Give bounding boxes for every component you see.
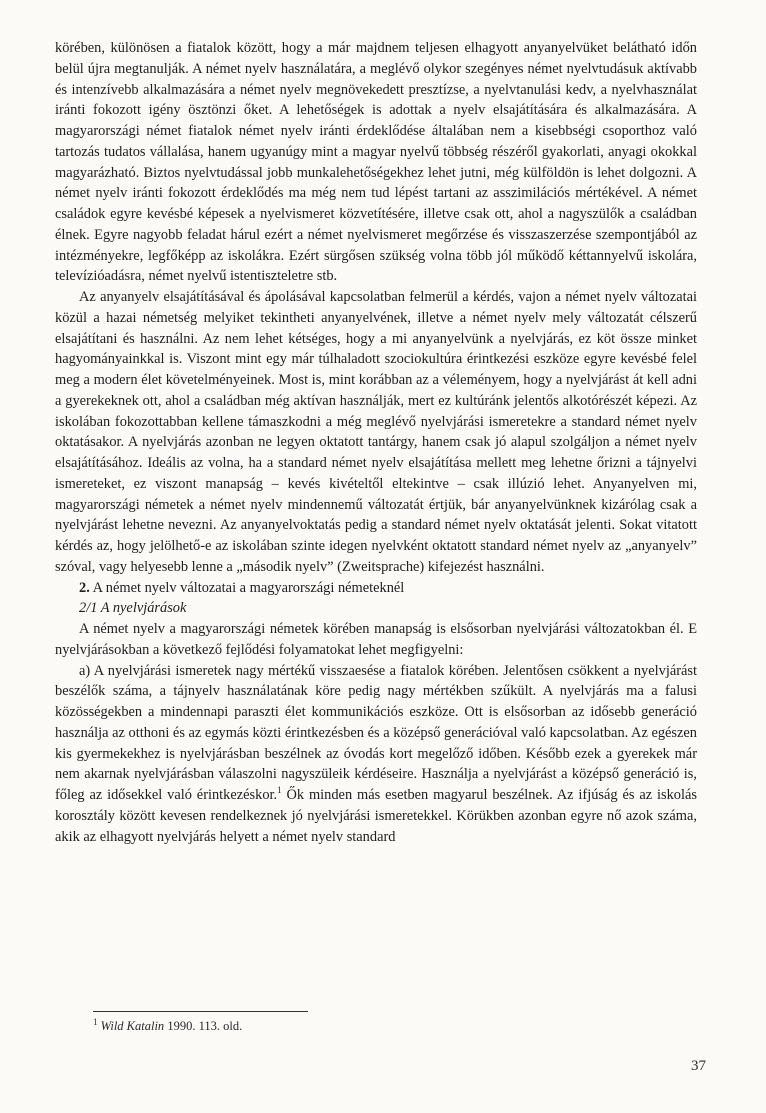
section-number: 2. [79,579,90,596]
footnote-author: Wild Katalin [100,1019,165,1033]
footnote-mark: 1 [93,1016,98,1027]
footnote-ref[interactable]: 1 [277,785,282,796]
page-number: 37 [691,1058,706,1074]
subsection-title: 2/1 A nyelvjárások [79,600,187,617]
footnote-reference: 1990. 113. old. [164,1019,243,1033]
subsection-heading [55,598,697,619]
body-text [55,38,697,847]
paragraph-3: A német nyelv a magyarországi németek körében manapság is elsősorban nyelvjárási változatokban él. E nyelvjárásokban a következő fejlődési folyamatokat lehet megfigyelni: [55,621,697,658]
footnote [93,1018,242,1034]
paragraph-4 [55,661,697,848]
section-heading [55,578,697,599]
paragraph-4-tail: Ők minden más esetben magyarul beszélnek. Az ifjúság és az iskolás korosztály között kevesen rendelkeznek jó nyelvjárási ismeretekkel. Körükben azonban egyre nő azok száma, akik az elhagyott nyelvjárás helyett a német nyelv standard [55,787,697,845]
paragraph-2: Az anyanyelv elsajátításával és ápolásával kapcsolatban felmerül a kérdés, vajon a német nyelv változatai közül a hazai németség melyiket tekintheti anyanyelvének, illetve a német nyelv mely változatát célszerű elsajátítani és használni. Az nem lehet kétséges, hogy a mi anyanyelvünk a nyelvjárás, ez köt össze minket hagyományainkkal is. Viszont mint egy már túlhaladott szociokultúra érintkezési eszköze egyre kevésbé felel meg a modern élet követelményeinek. Most is, mint korábban az a véleményem, hogy a nyelvjárást át kell adni a gyerekeknek ott, ahol a családban még aktívan használják, mert ez kultúránk jelentős alkotórészét képezi. Az iskolában fokozottabban kellene támaszkodni a még meglévő nyelvjárási ismeretekre a standard német nyelv oktatásakor. A nyelvjárás azonban ne legyen oktatott tantárgy, hanem csak jó alapul szolgáljon a német nyelv elsajátításához. Ideális az volna, ha a standard német nyelv elsajátítása mellett meg lehetne őrizni a tájnyelvi ismereteket, ez viszont manapság – kevés kivételtől eltekintve – csak illúzió lehet. Anyanyelven mi, magyarországi németek a német nyelv mindennemű változatát értjük, bár anyanyelvünknek kizárólag csak a nyelvjárást lehetne nevezni. Az anyanyelvoktatás pedig a standard német nyelv oktatását jelenti. Sokat vitatott kérdés az, hogy jelölhető-e az iskolában szinte idegen nyelvként oktatott standard német nyelv az „anyanyelv” szóval, vagy helyesebb lenne a „második nyelv” (Zweitsprache) kifejezést használni. [55,289,697,575]
paragraph-1: körében, különösen a fiatalok között, hogy a már majdnem teljesen elhagyott anyanyelvüket belátható időn belül újra megtanulják. A német nyelv használatára, a meglévő olykor szegényes német nyelvtudásuk aktívabb és intenzívebb alkalmazására a német nyelv megnövekedett presztízse, a nyelvtanulási kedv, a nyelvhasználat iránti fokozott igény ösztönzi őket. A lehetőségek is adottak a nyelv elsajátítására és alkalmazására. A magyarországi német fiatalok német nyelv iránti érdeklődése általában nem a kisebbségi csoporthoz való tartozás tudatos vállalása, hanem ugyanúgy mint a magyar nyelvű többség részéről gyakorlati, anyagi okokkal magyarázható. Biztos nyelvtudással jobb munkalehetőségekhez lehet jutni, még külföldön is lehet dolgozni. A német nyelv iránti fokozott érdeklődés ma még nem tud lépést tartani az asszimilációs mértékével. A német családok egyre kevésbé képesek a nyelvismeret közvetítésére, illetve csak ott, ahol a nagyszülők a családban élnek. Egyre nagyobb feladat hárul ezért a német nyelvismeret megőrzése és visszaszerzése szempontjából az intézményekre, legfőképp az iskolákra. Ezért sürgősen szükség volna több jól működő kéttannyelvű iskolára, televízióadásra, német nyelvű istentiszteletre stb. [55,40,697,285]
paragraph-4-text: a) A nyelvjárási ismeretek nagy mértékű visszaesése a fiatalok körében. Jelentősen csökkent a nyelvjárást beszélők száma, a tájnyelv használatának köre pedig nagy mértékben szűkült. A nyelvjárás ma a falusi közösségekben a mindennapi paraszti élet kommunikációs eszköze. Ott is elsősorban az idősebb generáció használja az otthoni és az egymás közti érintkezésben és a középső generációval való kapcsolatban. Az egészen kis gyermekekhez is nyelvjárásban beszélnek az óvodás kort megelőző időben. Később ezek a gyerekek már nem akarnak nyelvjárásban válaszolni nagyszüleik kérdéseire. Használja a nyelvjárást a középső generáció is, főleg az idősekkel való érintkezéskor. [55,662,697,803]
footnote-divider [93,1011,308,1012]
section-title: A német nyelv változatai a magyarországi németeknél [92,579,405,596]
